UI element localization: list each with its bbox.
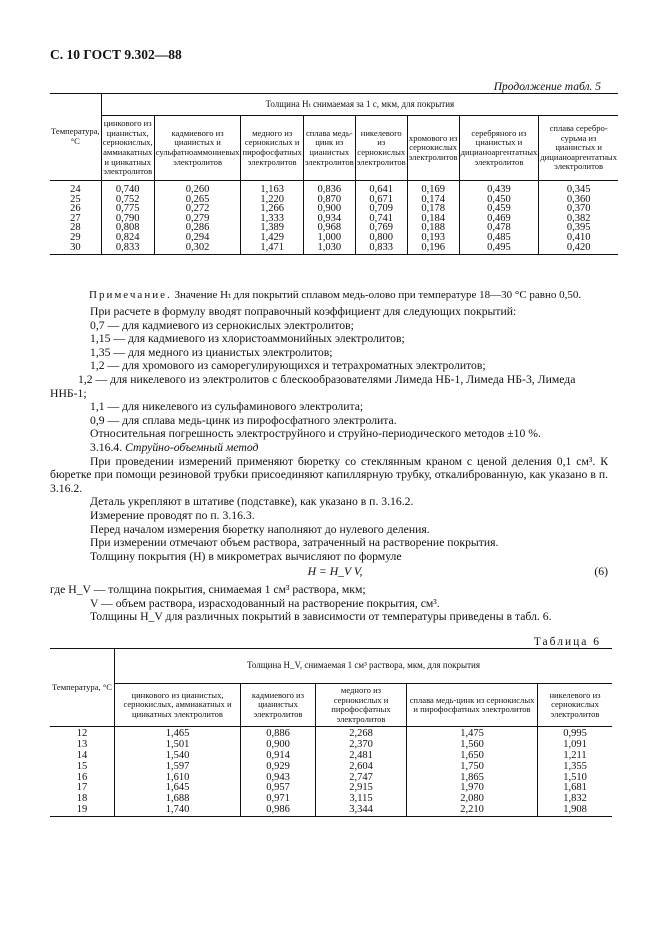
value-cell: 2,080 — [407, 794, 538, 805]
value-cell: 0,382 — [539, 214, 618, 224]
value-cell: 3,115 — [316, 794, 407, 805]
value-cell: 0,169 — [407, 181, 459, 195]
value-cell: 0,800 — [355, 233, 407, 243]
table5-col-header: сплава медь-цинк из цианистых электролитов — [303, 116, 355, 181]
value-cell: 0,302 — [154, 243, 241, 255]
value-cell: 0,740 — [101, 181, 154, 195]
value-cell: 2,915 — [316, 783, 407, 794]
table6-col-header: медного из сернокислых и пирофосфатных электролитов — [316, 684, 407, 727]
value-cell: 2,747 — [316, 773, 407, 784]
value-cell: 0,410 — [539, 233, 618, 243]
value-cell: 0,495 — [459, 243, 539, 255]
body-text — [50, 305, 608, 624]
where-line: где H_V — толщина покрытия, снимаемая 1 см³ раствора, мкм; — [50, 583, 366, 597]
value-cell: 0,914 — [241, 751, 316, 762]
value-cell: 0,943 — [241, 773, 316, 784]
value-cell: 0,900 — [303, 204, 355, 214]
value-cell: 0,485 — [459, 233, 539, 243]
value-cell: 1,540 — [115, 751, 241, 762]
value-cell: 0,345 — [539, 181, 618, 195]
value-cell: 1,645 — [115, 783, 241, 794]
table-6 — [50, 648, 612, 817]
table-row — [50, 243, 618, 255]
temperature-cell: 25 — [70, 193, 81, 205]
value-cell: 0,286 — [154, 223, 241, 233]
value-cell: 1,163 — [241, 181, 303, 195]
value-cell: 0,995 — [538, 727, 613, 740]
temperature-cell: 29 — [70, 231, 81, 243]
table5-note — [89, 288, 619, 301]
table5-col-header: медного из сернокислых и пирофосфатных электролитов — [241, 116, 303, 181]
temperature-cell: 18 — [76, 793, 88, 805]
value-cell: 1,266 — [241, 204, 303, 214]
note-text: Значение Hₜ для покрытий сплавом медь-олово при температуре 18—30 °С равно 0,50. — [171, 289, 582, 301]
value-cell: 0,836 — [303, 181, 355, 195]
table5-temp-header: Температура, °С — [50, 94, 101, 181]
value-cell: 0,450 — [459, 195, 539, 205]
value-cell: 0,395 — [539, 223, 618, 233]
table5-continuation-label: Продолжение табл. 5 — [493, 81, 601, 93]
table-row — [50, 794, 612, 805]
value-cell: 0,196 — [407, 243, 459, 255]
paragraph: Измерение проводят по п. 3.16.3. — [90, 508, 255, 522]
value-cell: 0,469 — [459, 214, 539, 224]
value-cell: 2,210 — [407, 805, 538, 816]
value-cell: 0,986 — [241, 805, 316, 816]
table6-col-header: цинкового из цианистых, сернокислых, аммиакатных и цинкатных электролитов — [115, 684, 241, 727]
table-row — [50, 751, 612, 762]
value-cell: 1,970 — [407, 783, 538, 794]
value-cell: 1,501 — [115, 740, 241, 751]
value-cell: 1,597 — [115, 762, 241, 773]
value-cell: 0,478 — [459, 223, 539, 233]
table5-col-header: сплава серебро-сурьма из цианистых и дицианоаргентатных электролитов — [539, 116, 618, 181]
value-cell: 1,355 — [538, 762, 613, 773]
value-cell: 0,178 — [407, 204, 459, 214]
value-cell: 1,465 — [115, 727, 241, 740]
value-cell: 2,481 — [316, 751, 407, 762]
value-cell: 0,929 — [241, 762, 316, 773]
value-cell: 0,870 — [303, 195, 355, 205]
value-cell: 0,775 — [101, 204, 154, 214]
value-cell: 1,211 — [538, 751, 613, 762]
temperature-cell: 13 — [76, 739, 88, 751]
temperature-cell: 28 — [70, 222, 81, 234]
table5-col-header: серебряного из цианистых и дицианоаргентатных электролитов — [459, 116, 539, 181]
value-cell: 1,475 — [407, 727, 538, 740]
table5-col-header: цинкового из цианистых, сернокислых, аммиакатных и цинкатных электролитов — [101, 116, 154, 181]
value-cell: 1,740 — [115, 805, 241, 816]
page-header: С. 10 ГОСТ 9.302—88 — [50, 47, 182, 62]
value-cell: 0,833 — [101, 243, 154, 255]
section-number: 3.16.4. — [90, 440, 123, 454]
section-heading — [62, 441, 608, 455]
table-row — [50, 740, 612, 751]
paragraph: Относительная погрешность электроструйного и струйно-периодического методов ±10 %. — [90, 427, 541, 441]
temperature-cell: 30 — [50, 243, 101, 255]
value-cell: 0,752 — [101, 195, 154, 205]
value-cell: 0,957 — [241, 783, 316, 794]
temperature-cell: 12 — [76, 728, 88, 740]
value-cell: 0,741 — [355, 214, 407, 224]
paragraph: Деталь укрепляют в штативе (подставке), как указано в п. 3.16.2. — [90, 495, 414, 509]
value-cell: 2,604 — [316, 762, 407, 773]
temperature-cell: 27 — [70, 212, 81, 224]
temperature-cell: 15 — [76, 760, 88, 772]
value-cell: 1,333 — [241, 214, 303, 224]
value-cell: 0,790 — [101, 214, 154, 224]
value-cell: 0,193 — [407, 233, 459, 243]
value-cell: 0,188 — [407, 223, 459, 233]
table5-col-header: никелевого из сернокислых электролитов — [355, 116, 407, 181]
value-cell: 1,681 — [538, 783, 613, 794]
value-cell: 0,260 — [154, 181, 241, 195]
value-cell: 0,934 — [303, 214, 355, 224]
formula-number: (6) — [594, 565, 608, 579]
where-line: V — объем раствора, израсходованный на растворение покрытия, см³. — [90, 596, 440, 610]
section-title: Струйно-объемный метод — [125, 440, 259, 454]
temperature-cell: 26 — [70, 203, 81, 215]
value-cell: 0,833 — [355, 243, 407, 255]
value-cell: 0,279 — [154, 214, 241, 224]
value-cell: 1,429 — [241, 233, 303, 243]
list-item: 0,9 — для сплава медь-цинк из пирофосфатного электролита. — [90, 413, 397, 427]
list-item: 0,7 — для кадмиевого из сернокислых электролитов; — [90, 318, 354, 332]
table5-span-header: Толщина Hₜ снимаемая за 1 с, мкм, для покрытия — [101, 94, 618, 116]
value-cell: 0,824 — [101, 233, 154, 243]
value-cell: 0,971 — [241, 794, 316, 805]
value-cell: 1,610 — [115, 773, 241, 784]
value-cell: 1,560 — [407, 740, 538, 751]
temperature-cell: 24 — [70, 184, 81, 195]
value-cell: 2,268 — [316, 727, 407, 740]
value-cell: 1,091 — [538, 740, 613, 751]
value-cell: 1,650 — [407, 751, 538, 762]
paragraph: Толщины H_V для различных покрытий в зависимости от температуры приведены в табл. 6. — [90, 610, 552, 624]
table6-col-header: кадмиевого из цианистых электролитов — [241, 684, 316, 727]
value-cell: 0,709 — [355, 204, 407, 214]
table6-span-header: Толщина H_V, снимаемая 1 см³ раствора, мкм, для покрытия — [115, 649, 613, 684]
paragraph: При расчете в формулу вводят поправочный коэффициент для следующих покрытий: — [90, 305, 517, 318]
value-cell: 0,272 — [154, 204, 241, 214]
value-cell: 1,688 — [115, 794, 241, 805]
list-item: 1,2 — для хромового из саморегулирующихся и тетрахроматных электролитов; — [90, 359, 486, 373]
list-item: 1,15 — для кадмиевого из хлористоаммонийных электролитов; — [90, 332, 405, 346]
value-cell: 0,968 — [303, 223, 355, 233]
value-cell: 1,750 — [407, 762, 538, 773]
table-row — [50, 762, 612, 773]
temperature-cell: 17 — [76, 782, 88, 794]
value-cell: 0,420 — [539, 243, 618, 255]
table-5 — [50, 93, 618, 255]
table-row — [50, 773, 612, 784]
value-cell: 1,865 — [407, 773, 538, 784]
list-item: 1,35 — для медного из цианистых электролитов; — [90, 345, 333, 359]
list-item: 1,1 — для никелевого из сульфаминового электролита; — [90, 400, 364, 414]
value-cell: 1,510 — [538, 773, 613, 784]
value-cell: 0,184 — [407, 214, 459, 224]
table6-label: Таблица 6 — [533, 636, 601, 648]
paragraph: При проведении измерений применяют бюретку со стеклянным краном с ценой деления 0,1 см³. К бюретке при помощи резиновой трубки присоединяют капиллярную трубку, откалиброванную, как указано в п. 3.16.2. — [50, 454, 608, 495]
table6-col-header: сплава медь-цинк из сернокислых и пирофосфатных электролитов — [407, 684, 538, 727]
table5-col-header: кадмиевого из цианистых и сульфатноаммониевых электролитов — [154, 116, 241, 181]
value-cell: 0,671 — [355, 195, 407, 205]
value-cell: 0,886 — [241, 727, 316, 740]
value-cell: 2,370 — [316, 740, 407, 751]
table6-temp-header: Температура, °С — [50, 649, 115, 727]
paragraph: Толщину покрытия (H) в микрометрах вычисляют по формуле — [90, 549, 402, 563]
table-row — [50, 181, 618, 195]
value-cell: 1,832 — [538, 794, 613, 805]
value-cell: 1,220 — [241, 195, 303, 205]
value-cell: 0,769 — [355, 223, 407, 233]
note-label: Примечание. — [89, 289, 172, 301]
value-cell: 0,900 — [241, 740, 316, 751]
value-cell: 1,030 — [303, 243, 355, 255]
table-row — [50, 727, 612, 740]
list-item: 1,2 — для никелевого из электролитов с блескообразователями Лимеда НБ-1, Лимеда НБ-3, Лимеда ННБ-1; — [50, 372, 576, 400]
formula-line — [62, 565, 608, 579]
paragraph: Перед началом измерения бюретку наполняют до нулевого деления. — [90, 522, 430, 536]
value-cell: 0,360 — [539, 195, 618, 205]
value-cell: 0,641 — [355, 181, 407, 195]
value-cell: 0,174 — [407, 195, 459, 205]
value-cell: 0,459 — [459, 204, 539, 214]
value-cell: 0,808 — [101, 223, 154, 233]
table-row — [50, 783, 612, 794]
temperature-cell: 14 — [76, 749, 88, 761]
value-cell: 1,000 — [303, 233, 355, 243]
temperature-cell: 16 — [76, 771, 88, 783]
table6-col-header: никелевого из сернокислых электролитов — [538, 684, 613, 727]
value-cell: 3,344 — [316, 805, 407, 816]
value-cell: 1,471 — [241, 243, 303, 255]
table5-col-header: хромового из сернокислых электролитов — [407, 116, 459, 181]
value-cell: 1,389 — [241, 223, 303, 233]
table-row — [50, 805, 612, 816]
value-cell: 0,294 — [154, 233, 241, 243]
formula: H = H_V V, — [307, 565, 363, 579]
value-cell: 0,439 — [459, 181, 539, 195]
value-cell: 0,265 — [154, 195, 241, 205]
value-cell: 0,370 — [539, 204, 618, 214]
temperature-cell: 19 — [50, 805, 115, 816]
paragraph: При измерении отмечают объем раствора, затраченный на растворение покрытия. — [90, 536, 499, 550]
value-cell: 1,908 — [538, 805, 613, 816]
